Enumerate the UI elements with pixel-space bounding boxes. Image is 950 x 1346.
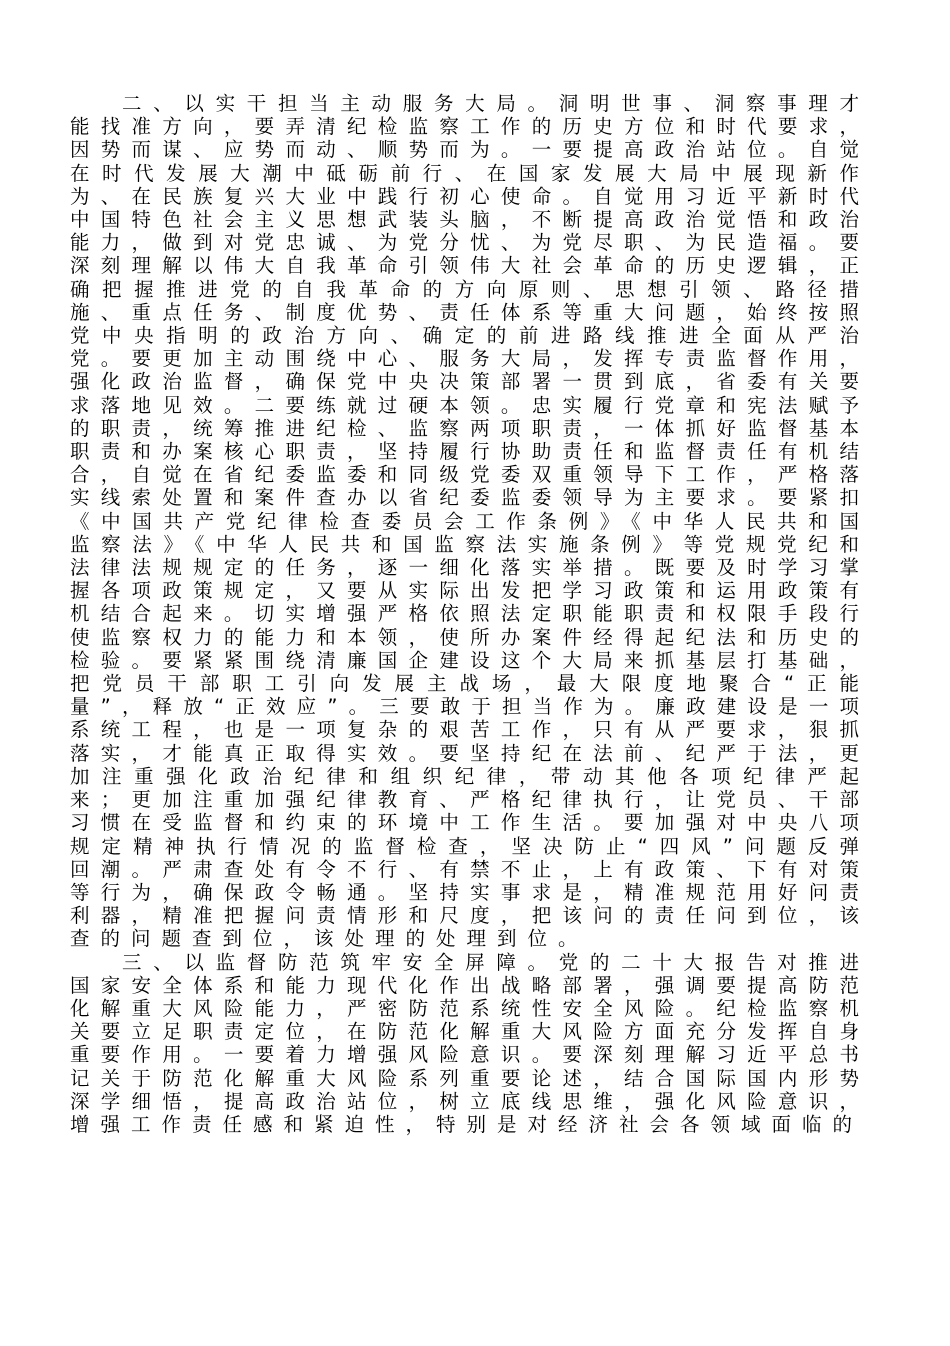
document-body <box>70 92 870 1136</box>
paragraph-section-two: 二、以实干担当主动服务大局。洞明世事、洞察事理才能找准方向，要弄清纪检监察工作的历史方位和时代要求，因势而谋、应势而动、顺势而为。一要提高政治站位。自觉在时代发展大潮中砥砺前行、在国家发展大局中展现新作为、在民族复兴大业中践行初心使命。自觉用习近平新时代中国特色社会主义思想武装头脑，不断提高政治觉悟和政治能力，做到对党忠诚、为党分忧、为党尽职、为民造福。要深刻理解以伟大自我革命引领伟大社会革命的历史逻辑，正确把握推进党的自我革命的方向原则、思想引领、路径措施、重点任务、制度优势、责任体系等重大问题，始终按照党中央指明的政治方向、确定的前进路线推进全面从严治党。要更加主动围绕中心、服务大局，发挥专责监督作用，强化政治监督，确保党中央决策部署一贯到底，省委有关要求落地见效。二要练就过硬本领。忠实履行党章和宪法赋予的职责，统筹推进纪检、监察两项职责，一体抓好监督基本职责和办案核心职责，坚持履行协助责任和监督责任有机结合，自觉在省纪委监委和同级党委双重领导下工作，严格落实线索处置和案件查办以省纪委监委领导为主要求。要紧扣《中国共产党纪律检查委员会工作条例》《中华人民共和国监察法》《中华人民共和国监察法实施条例》等党规党纪和法律法规规定的任务，逐一细化落实举措。既要及时学习掌握各项政策规定，又要从实际出发把学习政策和运用政策有机结合起来。切实增强严格依照法定职能职责和权限手段行使监察权力的能力和本领，使所办案件经得起纪法和历史的检验。要紧紧围绕清廉国企建设这个大局来抓基层打基础，把党员干部职工引向发展主战场，最大限度地聚合“正能量”，释放“正效应”。三要敢于担当作为。廉政建设是一项系统工程，也是一项复杂的艰苦工作，只有从严要求，狠抓落实，才能真正取得实效。要坚持纪在法前、纪严于法，更加注重强化政治纪律和组织纪律，带动其他各项纪律严起来；更加注重加强纪律教育、严格纪律执行，让党员、干部习惯在受监督和约束的环境中工作生活。要加强对中央八项规定精神执行情况的监督检查，坚决防止“四风”问题反弹回潮。严肃查处有令不行、有禁不止，上有政策、下有对策等行为，确保政令畅通。坚持实事求是，精准规范用好问责利器，精准把握问责情形和尺度，把该问的责任问到位，该查的问题查到位，该处理的处理到位。 <box>70 92 870 951</box>
paragraph-section-three: 三、以监督防范筑牢安全屏障。党的二十大报告对推进国家安全体系和能力现代化作出战略部署，强调要提高防范化解重大风险能力，严密防范系统性安全风险。纪检监察机关要立足职责定位，在防范化解重大风险方面充分发挥自身重要作用。一要着力增强风险意识。要深刻理解习近平总书记关于防范化解重大风险系列重要论述，结合国际国内形势深学细悟，提高政治站位，树立底线思维，强化风险意识，增强工作责任感和紧迫性，特别是对经济社会各领域面临的 <box>70 950 870 1136</box>
